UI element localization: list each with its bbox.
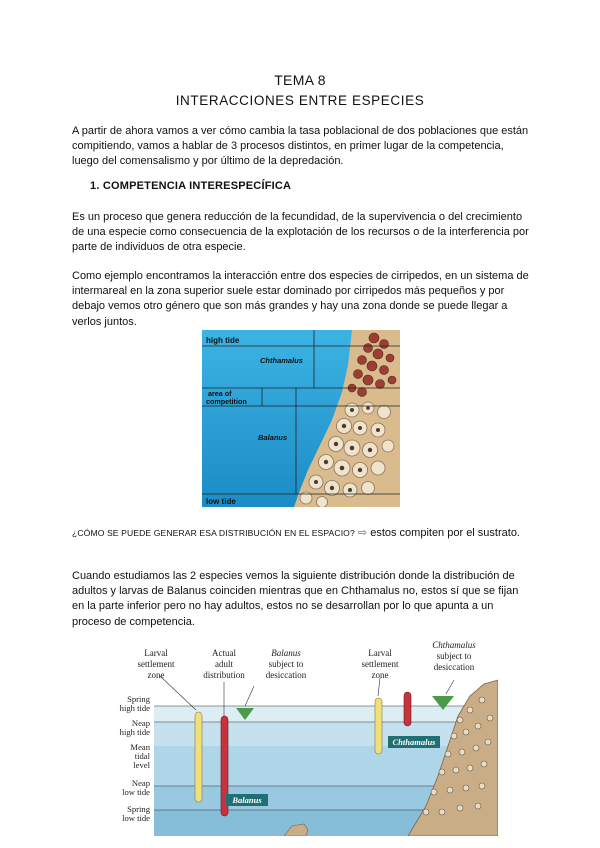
mean-line1: Mean (130, 742, 150, 752)
spring-low-line1: Spring (127, 804, 150, 814)
neap-high-line2: high tide (119, 727, 150, 737)
arrow-icon: ⇨ (357, 527, 368, 539)
larval-zone-1-line2: settlement (137, 659, 175, 669)
chthamalus-adult-bar (404, 692, 411, 726)
spring-high-line1: Spring (127, 694, 150, 704)
mean-line3: level (133, 760, 150, 770)
larval-zone-1-line3: zone (147, 670, 165, 680)
band-spring-high (154, 706, 498, 722)
actual-line1: Actual (212, 648, 236, 658)
band-neap-high (154, 722, 498, 746)
distribution-paragraph: Cuando estudiamos las 2 especies vemos la siguiente distribución donde la distribución de adultos y larvas de Balanus coinciden mientras que en Chthamalus no, estos sí que se fijan en la parte inferior pero no hay adultos, estos no se desarrollan por lo que apunta a un proceso de competencia. (72, 570, 519, 628)
chthamalus-subject-line2: subject to (436, 651, 472, 661)
neap-low-line1: Neap (131, 778, 150, 788)
larval-zone-2-line3: zone (371, 670, 389, 680)
larval-zone-2-line1: Larval (368, 648, 392, 658)
balanus-box-label: Balanus (232, 795, 262, 805)
example-paragraph: Como ejemplo encontramos la interacción entre dos especies de cirripedos, en un sistema de intermareal en la zona superior suele estar dominado por cirripedos más pequeños y por debajo vemos otro género que son más grandes y hay una zona donde se puede llegar a verlos juntos. (72, 270, 529, 328)
chthamalus-subject-line3: desiccation (433, 662, 475, 672)
actual-line3: distribution (203, 670, 245, 680)
question-paragraph (72, 526, 530, 541)
neap-high-line1: Neap (131, 718, 150, 728)
definition-paragraph: Es un proceso que genera reducción de la fecundidad, de la supervivencia o del crecimiento de una especie como consecuencia de la explotación de los recursos o de la interferencia por parte de individuos de otra especie. (72, 211, 529, 254)
balanus-subject-line1: Balanus (271, 648, 301, 658)
chthamalus-box-label: Chthamalus (392, 737, 436, 747)
balanus-larval-bar (195, 712, 202, 802)
chthamalus-subject-line1: Chthamalus (432, 640, 476, 650)
intertidal-figure (202, 330, 400, 507)
spring-high-line2: high tide (119, 703, 150, 713)
low-tide-label: low tide (206, 497, 236, 506)
larval-zone-1-line1: Larval (144, 648, 168, 658)
question-text: ¿CÓMO SE PUEDE GENERAR ESA DISTRIBUCIÓN EN EL ESPACIO? (72, 528, 355, 538)
distribution-figure (108, 636, 498, 836)
balanus-subject-line3: desiccation (265, 670, 307, 680)
chthamalus-label: Chthamalus (260, 356, 303, 365)
spring-low-line2: low tide (122, 813, 150, 823)
actual-line2: adult (215, 659, 233, 669)
neap-low-line2: low tide (122, 787, 150, 797)
answer-text: estos compiten por el sustrato. (367, 527, 520, 539)
high-tide-label: high tide (206, 336, 240, 345)
balanus-subject-line2: subject to (268, 659, 304, 669)
area-of-competition-line1: area of (208, 389, 232, 398)
area-of-competition-line2: competition (206, 397, 247, 406)
intro-paragraph: A partir de ahora vamos a ver cómo cambia la tasa poblacional de dos poblaciones que están compitiendo, vamos a hablar de 3 procesos distintos, en primer lugar de la competencia, luego del comensalismo y por último de la depredación. (72, 125, 529, 168)
chthamalus-larval-bar (375, 698, 382, 754)
section-heading: 1. COMPETENCIA INTERESPECÍFICA (90, 180, 292, 192)
page-title: TEMA 8 (274, 72, 326, 88)
page-subtitle: INTERACCIONES ENTRE ESPECIES (175, 93, 425, 108)
larval-zone-2-line2: settlement (361, 659, 399, 669)
balanus-label: Balanus (258, 433, 288, 442)
mean-line2: tidal (134, 751, 150, 761)
